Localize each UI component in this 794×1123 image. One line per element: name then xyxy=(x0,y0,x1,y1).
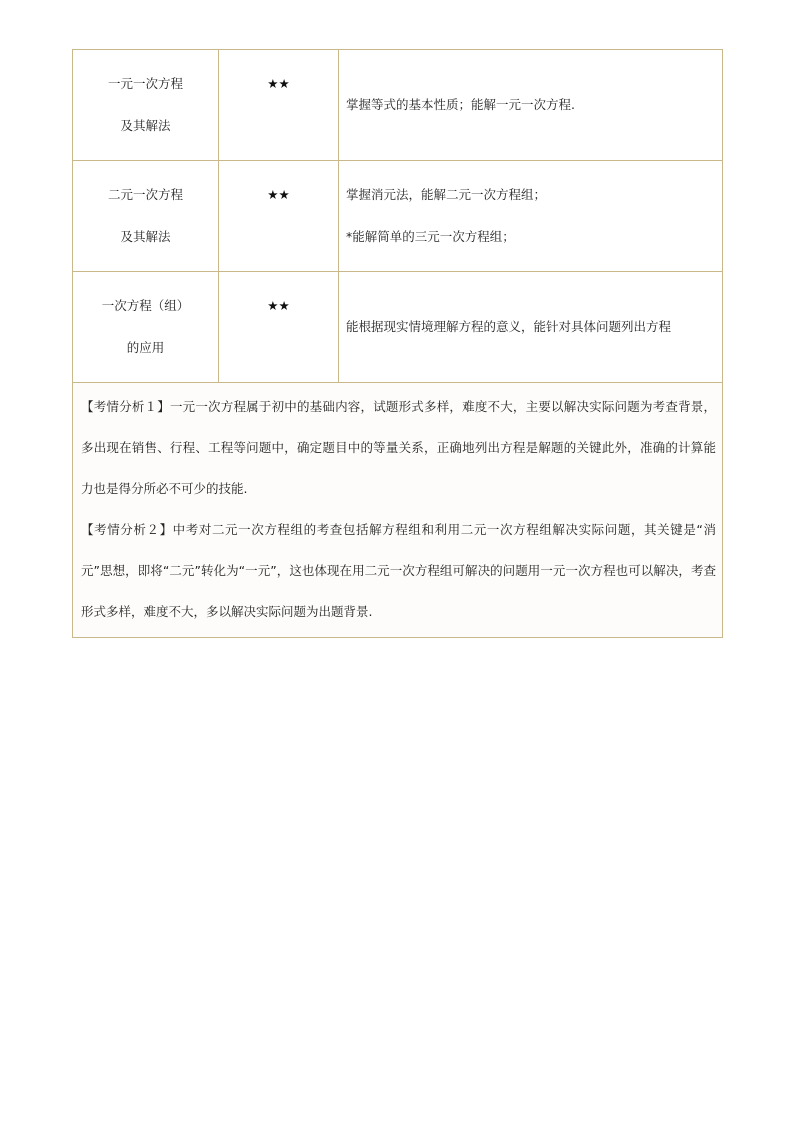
level-stars: ★★ xyxy=(219,272,339,383)
topic-cell xyxy=(73,50,219,161)
topic-line: 二元一次方程 xyxy=(107,187,183,202)
topic-line: 及其解法 xyxy=(120,118,171,133)
analysis-paragraph xyxy=(81,509,716,632)
analysis-heading: 【考情分析２】 xyxy=(81,522,173,537)
table-row xyxy=(73,50,723,161)
exam-requirements-table xyxy=(72,49,723,638)
topic-line: 一次方程（组） xyxy=(101,298,190,313)
requirement-line: 掌握等式的基本性质；能解一元一次方程. xyxy=(346,97,575,112)
topic-cell xyxy=(73,272,219,383)
topic-line: 的应用 xyxy=(126,340,165,355)
requirement-cell xyxy=(339,272,723,383)
table-row xyxy=(73,161,723,272)
analysis-paragraph xyxy=(81,386,716,509)
analysis-cell xyxy=(73,383,723,638)
requirement-line: 能根据现实情境理解方程的意义，能针对具体问题列出方程 xyxy=(346,319,672,334)
topic-cell xyxy=(73,161,219,272)
topic-line: 一元一次方程 xyxy=(107,76,183,91)
analysis-text: 一元一次方程属于初中的基础内容，试题形式多样，难度不大，主要以解决实际问题为考查背景，多出现在销售、行程、工程等问题中，确定题目中的等量关系，正确地列出方程是解题的关键此外，准确的计算能力也是得分所必不可少的技能. xyxy=(81,399,716,496)
requirement-cell xyxy=(339,161,723,272)
requirement-line: 掌握消元法，能解二元一次方程组； xyxy=(346,187,547,202)
requirement-line: *能解简单的三元一次方程组； xyxy=(346,229,515,244)
analysis-text: 中考对二元一次方程组的考查包括解方程组和利用二元一次方程组解决实际问题，其关键是“消元”思想，即将“二元”转化为“一元”，这也体现在用二元一次方程组可解决的问题用一元一次方程也可以解决，考查形式多样，难度不大，多以解决实际问题为出题背景. xyxy=(81,522,716,619)
requirement-cell xyxy=(339,50,723,161)
topic-line: 及其解法 xyxy=(120,229,171,244)
analysis-heading: 【考情分析１】 xyxy=(81,399,170,414)
table-row xyxy=(73,272,723,383)
analysis-row xyxy=(73,383,723,638)
level-stars: ★★ xyxy=(219,50,339,161)
level-stars: ★★ xyxy=(219,161,339,272)
